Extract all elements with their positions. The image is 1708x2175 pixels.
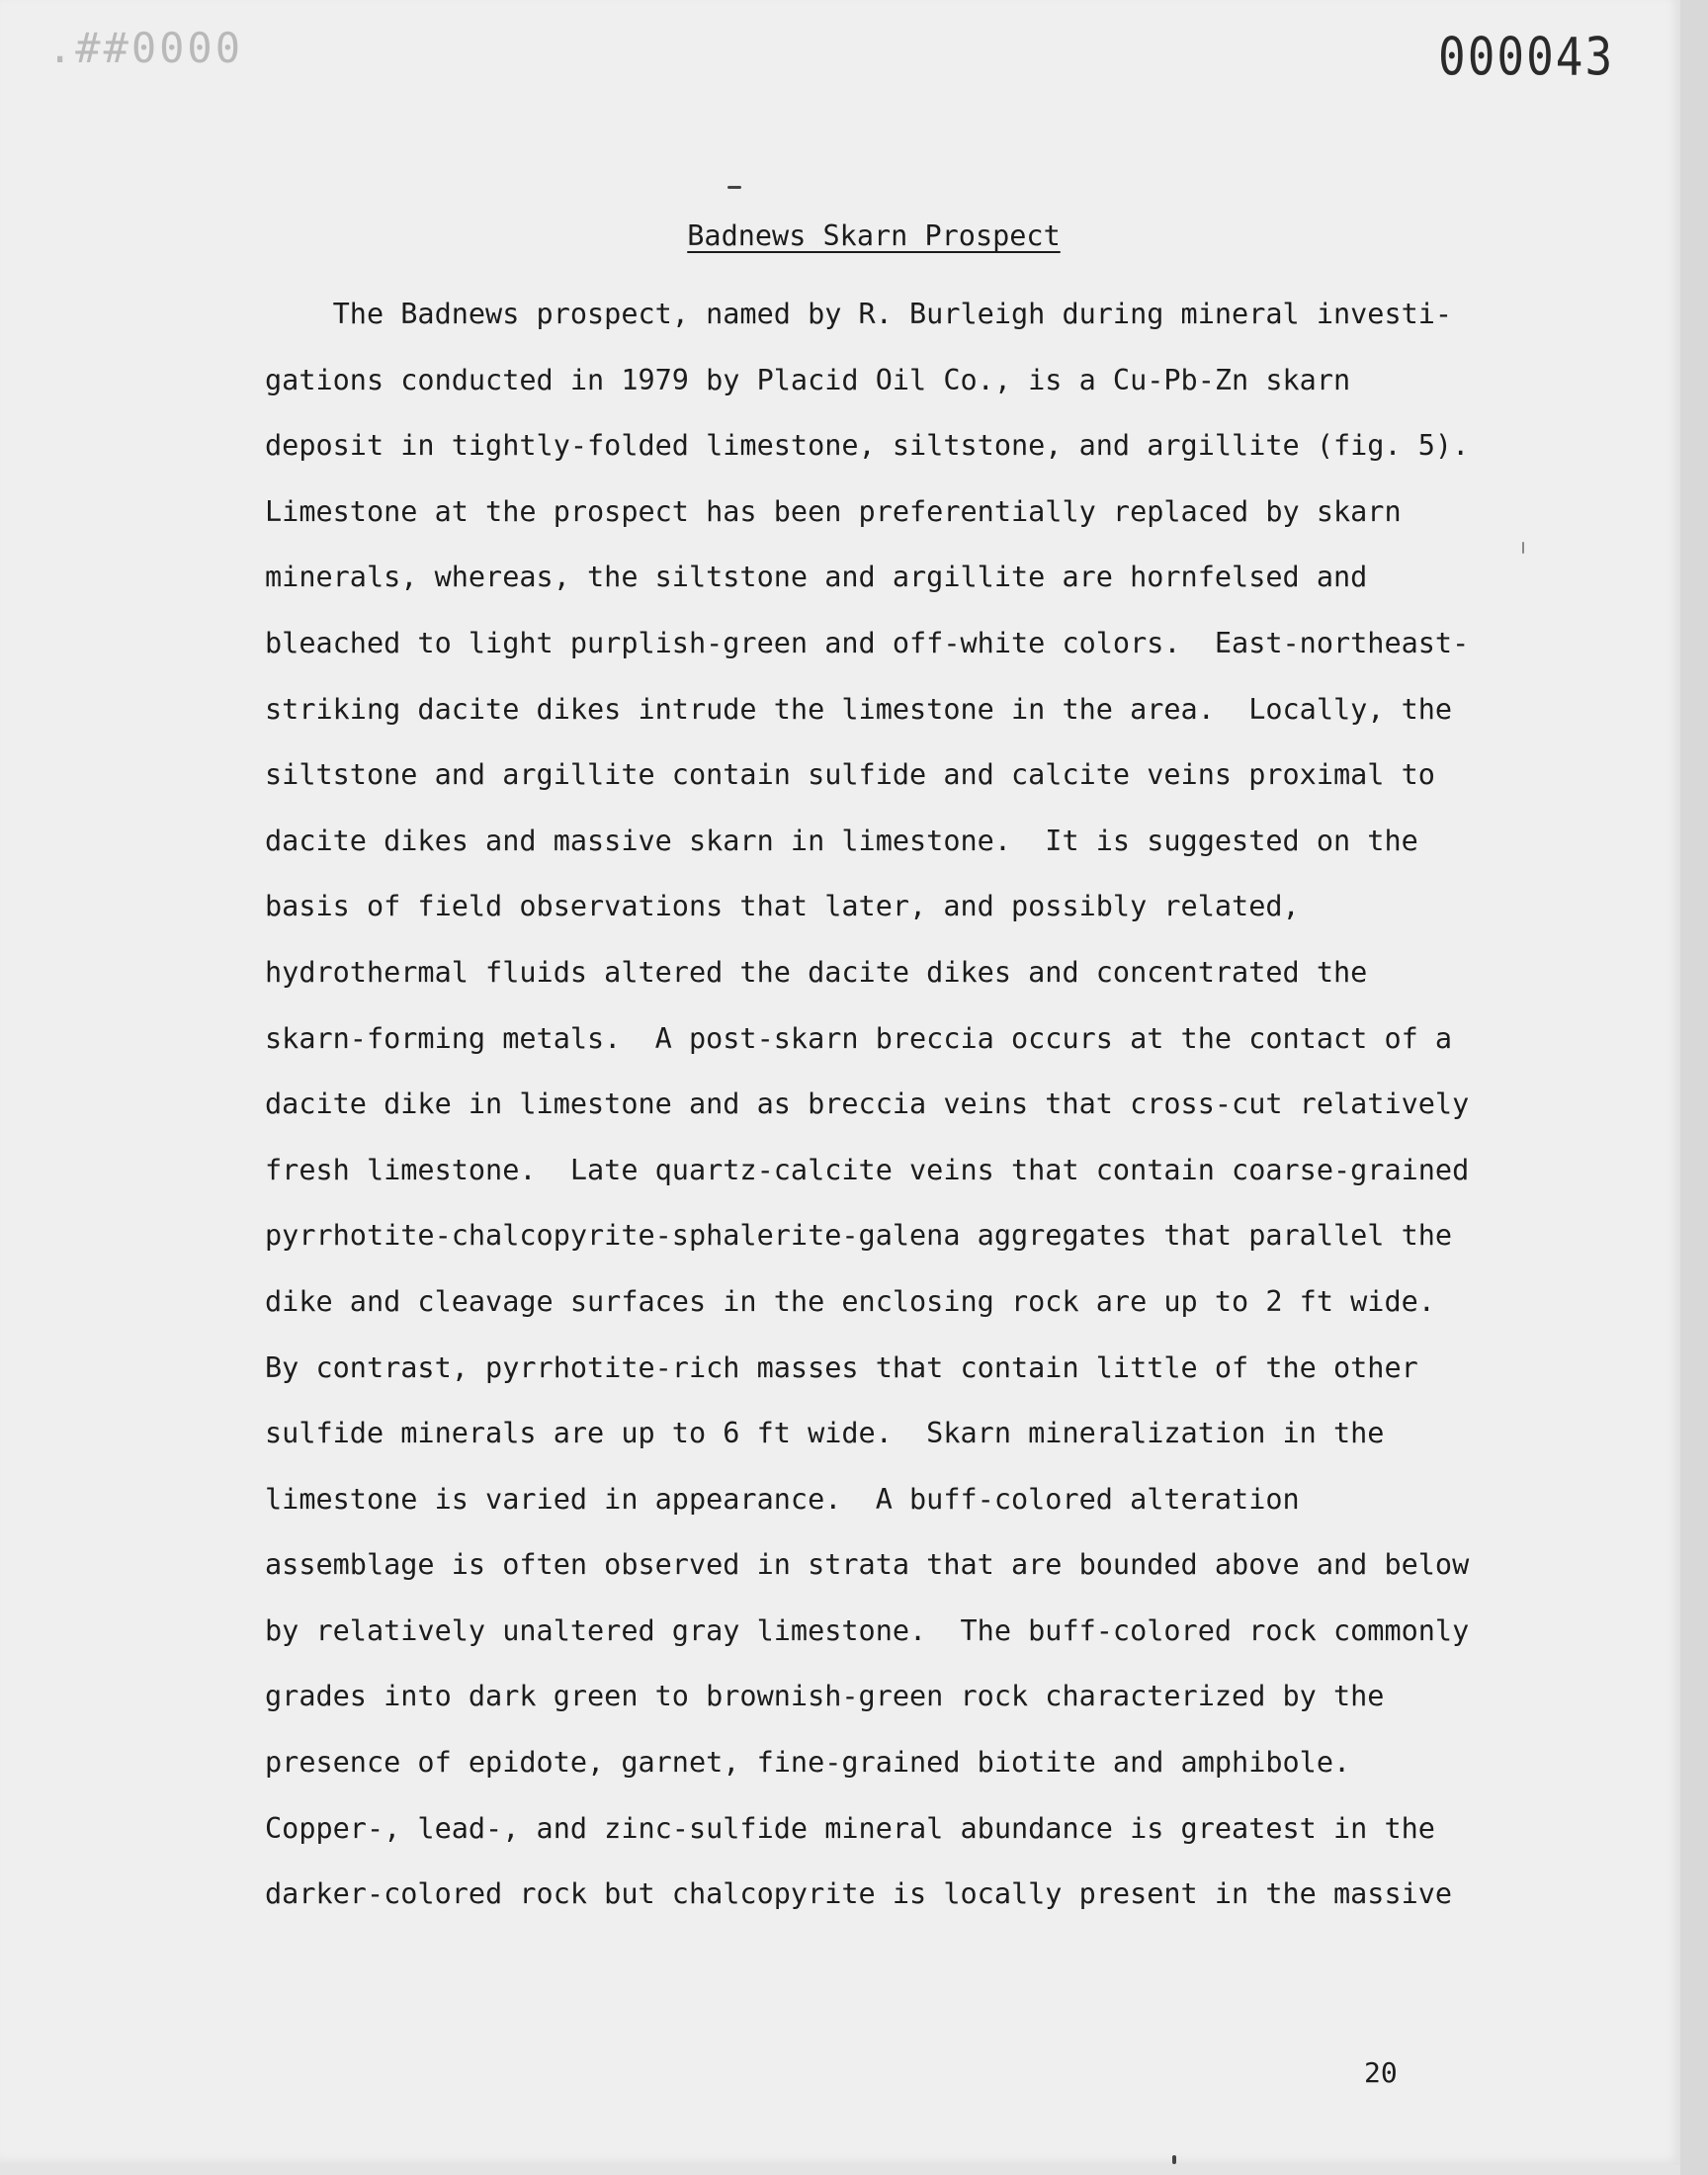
faded-document-stamp: .##0000 xyxy=(47,24,244,72)
page-title: Badnews Skarn Prospect xyxy=(687,219,1061,252)
text-line: bleached to light purplish-green and off-white colors. East-northeast- xyxy=(265,626,1470,659)
text-line: presence of epidote, garnet, fine-grained biotite and amphibole. xyxy=(265,1746,1351,1780)
text-line: siltstone and argillite contain sulfide and calcite veins proximal to xyxy=(265,758,1435,792)
page-number: 20 xyxy=(1364,2056,1398,2089)
scan-edge xyxy=(1680,0,1708,2175)
text-line: striking dacite dikes intrude the limestone in the area. Locally, the xyxy=(265,692,1453,726)
stray-mark xyxy=(727,186,741,189)
document-number-stamp: 000043 xyxy=(1438,26,1615,88)
text-line: by relatively unaltered gray limestone. The buff-colored rock commonly xyxy=(265,1613,1470,1647)
text-line: The Badnews prospect, named by R. Burleigh during mineral investi- xyxy=(265,298,1453,330)
text-line: Copper-, lead-, and zinc-sulfide mineral abundance is greatest in the xyxy=(265,1811,1435,1845)
text-line: pyrrhotite-chalcopyrite-sphalerite-galena aggregates that parallel the xyxy=(265,1219,1453,1253)
text-line: Limestone at the prospect has been preferentially replaced by skarn xyxy=(265,494,1402,528)
text-line: limestone is varied in appearance. A buff-colored alteration xyxy=(265,1482,1300,1516)
stray-mark xyxy=(1522,542,1524,554)
text-line: minerals, whereas, the siltstone and argillite are hornfelsed and xyxy=(265,561,1368,594)
text-line: By contrast, pyrrhotite-rich masses that contain little of the other xyxy=(265,1350,1418,1384)
text-line: deposit in tightly-folded limestone, siltstone, and argillite (fig. 5). xyxy=(265,429,1470,463)
text-line: basis of field observations that later, and possibly related, xyxy=(265,890,1300,923)
text-line: dike and cleavage surfaces in the enclosing rock are up to 2 ft wide. xyxy=(265,1284,1435,1318)
text-line: grades into dark green to brownish-green rock characterized by the xyxy=(265,1680,1385,1713)
body-paragraph xyxy=(265,282,1470,1928)
text-line: sulfide minerals are up to 6 ft wide. Skarn mineralization in the xyxy=(265,1417,1385,1450)
text-line: fresh limestone. Late quartz-calcite veins that contain coarse-grained xyxy=(265,1153,1470,1186)
text-line: skarn-forming metals. A post-skarn breccia occurs at the contact of a xyxy=(265,1021,1453,1055)
text-line: gations conducted in 1979 by Placid Oil Co., is a Cu-Pb-Zn skarn xyxy=(265,363,1351,396)
text-line: dacite dikes and massive skarn in limestone. It is suggested on the xyxy=(265,824,1418,857)
stray-mark xyxy=(1172,2155,1176,2164)
text-line: dacite dike in limestone and as breccia veins that cross-cut relatively xyxy=(265,1088,1470,1121)
text-line: hydrothermal fluids altered the dacite dikes and concentrated the xyxy=(265,955,1368,989)
text-line: assemblage is often observed in strata that are bounded above and below xyxy=(265,1548,1470,1582)
text-line: darker-colored rock but chalcopyrite is locally present in the massive xyxy=(265,1877,1453,1911)
